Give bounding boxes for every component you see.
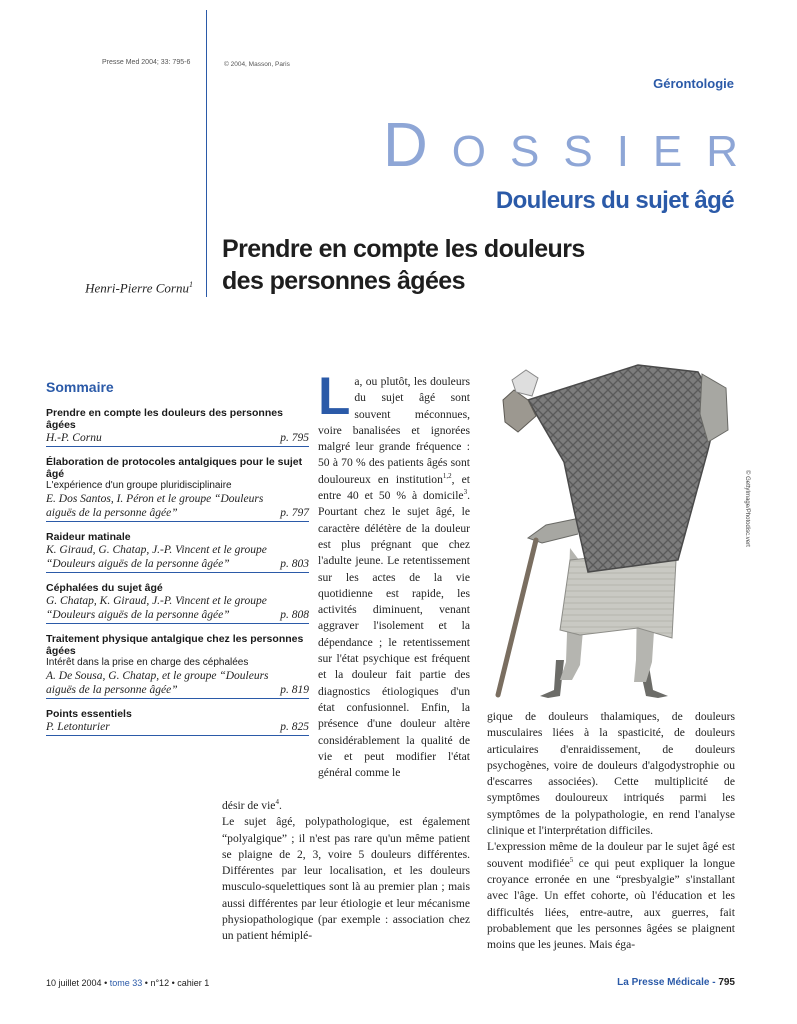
footer-issue-info [46, 978, 209, 988]
toc-entry-title: Raideur matinale [46, 531, 131, 543]
article-title [222, 233, 612, 297]
footer-cahier: cahier 1 [177, 978, 210, 988]
toc-entry-subtitle: L'expérience d'un groupe pluridisciplinaire [46, 480, 232, 491]
body-text: . Pourtant chez le sujet âgé, le caractère délétère de la douleur est plus prégnant que chez l'adulte jeune. Le retentissement sur les actes de la vie quotidienne est rapide, les activités diminuent, venant aggraver l'isolement et la dépendance ; le retentissement sur l'état psychique est fréquent et la douleur fait partie des diagnostics étiologiques d'un état confusionnel. Enfin, la présence d'une douleur altère considérablement la qualité de vie et peut modifier l'état général comme le [318, 489, 470, 780]
elderly-person-photo [488, 360, 743, 700]
toc-entry-title: Céphalées du sujet âgé [46, 582, 163, 594]
toc-entry-title: Traitement physique antalgique chez les personnes âgées [46, 633, 304, 657]
page-number: 795 [718, 977, 735, 988]
body-column-intro [318, 367, 470, 781]
author [40, 280, 193, 296]
reference-note: 5 [569, 855, 574, 864]
toc-entry-page: p. 795 [280, 432, 309, 444]
photo-credit [742, 470, 752, 580]
toc-entry-authors: A. De Sousa, G. Chatap, et le groupe “Douleurs aiguës de la personne âgée” [46, 670, 269, 696]
footer-separator: • [104, 978, 108, 988]
photo-credit-text: © GettyImage/Photodisc.vert [744, 470, 750, 547]
body-text: L'expression même de la douleur par le sujet âgé est souvent modifiée [487, 840, 735, 870]
toc-entry-authors: E. Dos Santos, I. Péron et le groupe “Douleurs aiguës de la personne âgée” [46, 493, 264, 519]
body-text: , et entre 40 et 50 % à domicile [318, 472, 470, 503]
toc-entry[interactable] [46, 407, 309, 447]
article-title-line-2: des personnes âgées [222, 267, 465, 295]
footer-separator: • [171, 978, 175, 988]
toc-entry[interactable] [46, 531, 309, 573]
footer-issue: n°12 [150, 978, 170, 988]
journal-name: La Presse Médicale - [617, 977, 716, 988]
footer-tome: tome 33 [109, 978, 143, 988]
body-text: a, ou plutôt, les douleurs du sujet âgé sont souvent méconnues, voire banalisées et ignorées malgré leur grande fréquence : 50 à 70 % des patients âgés sont douloureux en institution [318, 375, 470, 486]
drop-cap: L [318, 367, 351, 426]
toc-entry-page: p. 819 [280, 684, 309, 696]
toc-entry-authors: K. Giraud, G. Chatap, J.-P. Vincent et le groupe “Douleurs aiguës de la personne âgée” [46, 544, 267, 570]
body-column-left [222, 798, 470, 945]
author-name: Henri-Pierre Cornu [85, 280, 189, 296]
reference-note: 3 [463, 488, 468, 497]
toc-entry-authors: H.-P. Cornu [46, 432, 102, 444]
copyright: © 2004, Masson, Paris [224, 61, 290, 68]
header-rule [206, 10, 207, 297]
topic-title: Douleurs du sujet âgé [495, 187, 734, 214]
footer-separator: • [144, 978, 148, 988]
body-column-right [487, 709, 735, 953]
footer-date: 10 juillet 2004 [46, 978, 102, 988]
toc-entry-page: p. 803 [280, 558, 309, 570]
toc-entry[interactable] [46, 456, 309, 522]
toc-entry-title: Élaboration de protocoles antalgiques pour le sujet âgé [46, 456, 303, 480]
toc-entry-page: p. 797 [280, 507, 309, 519]
body-paragraph: Le sujet âgé, polypathologique, est également “polyalgique” ; il n'est pas rare qu'un même patient se plaigne de 2, 3, voire 5 douleurs différentes. Différentes par leur localisation, et les douleurs musculo-squelettiques sont là au premier plan ; mais aussi différentes par leur étiologie et leur mécanisme physiopathologique (par exemple : association chez un patient hémiplé- [222, 815, 470, 943]
body-text: désir de vie [222, 799, 276, 812]
toc-entry-subtitle: Intérêt dans la prise en charge des céphalées [46, 657, 249, 668]
toc-entry-authors: G. Chatap, K. Giraud, J.-P. Vincent et le groupe “Douleurs aiguës de la personne âgée” [46, 595, 267, 621]
toc-entry-title: Prendre en compte les douleurs des personnes âgées [46, 407, 283, 431]
article-title-line-1: Prendre en compte les douleurs [222, 235, 585, 263]
toc-entry[interactable] [46, 633, 309, 699]
reference-note: 4 [275, 798, 279, 807]
toc-entry-authors: P. Letonturier [46, 721, 110, 733]
citation: Presse Med 2004; 33: 795-6 [102, 59, 191, 66]
table-of-contents [46, 379, 309, 745]
body-paragraph: gique de douleurs thalamiques, de douleurs musculaires liées à la spasticité, de douleurs articulaires d'enraidissement, de douleurs psychogènes, voire de douleurs d'algodystrophie ou d'escarres associées). Cette multiplicité de symptômes douloureux intriqués parmi les symptômes de la polypathologie, en rend l'analyse clinique et l'interprétation difficiles. [487, 710, 735, 838]
body-text: . [278, 799, 282, 812]
toc-entry-page: p. 825 [280, 721, 309, 733]
reference-note: 1,2 [442, 471, 452, 480]
body-text: ce qui peut expliquer la longue croyance erronée en une “presbyalgie” s'installant avec l'âge. Un effet cohorte, où l'éducation et les difficultés liées, entre-autre, aux guerres, fait probablement que les personnes âgées se plaignent moins que les jeunes. Mais éga- [487, 856, 735, 952]
toc-heading: Sommaire [46, 379, 114, 395]
section-label: Gérontologie [653, 76, 734, 91]
toc-entry[interactable] [46, 708, 309, 736]
toc-entry-page: p. 808 [280, 609, 309, 621]
author-note: 1 [189, 280, 193, 289]
toc-entry[interactable] [46, 582, 309, 624]
footer-journal [617, 977, 735, 988]
toc-entry-title: Points essentiels [46, 708, 132, 720]
dossier-heading [383, 110, 763, 180]
dossier-word: DOSSIER [383, 111, 763, 180]
